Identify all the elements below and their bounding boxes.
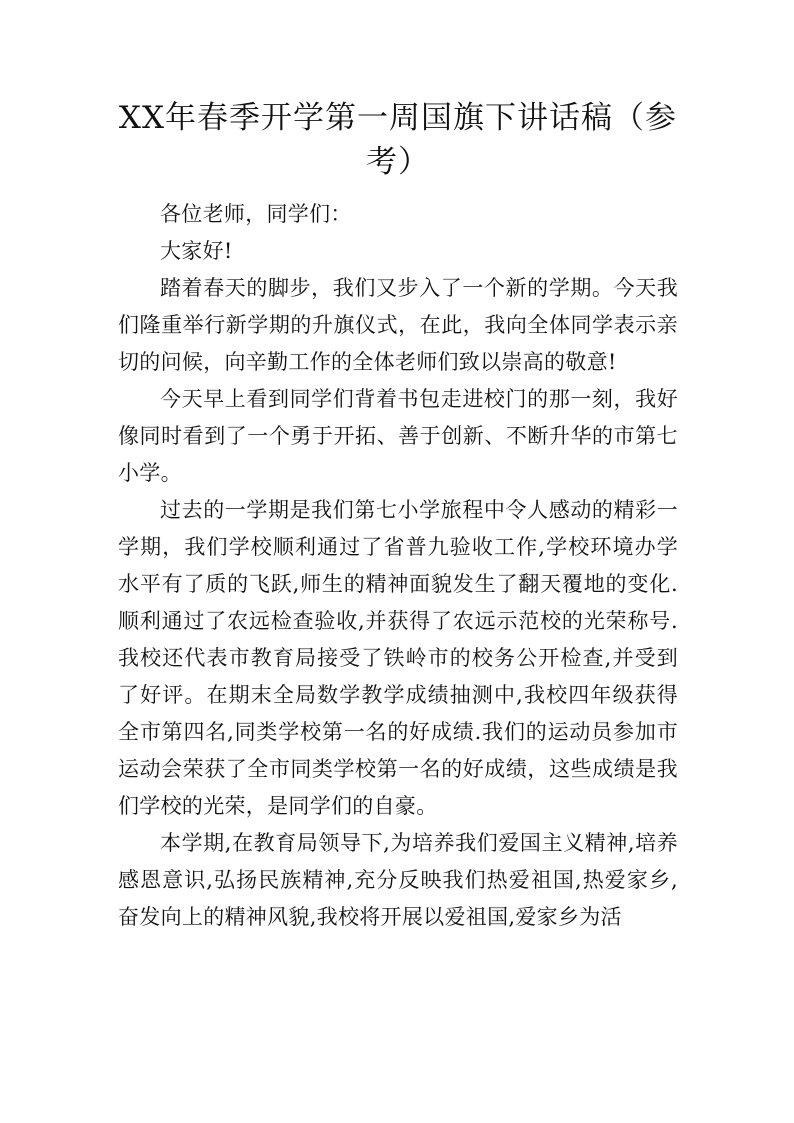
greeting-paragraph: 大家好! bbox=[160, 239, 233, 263]
document-body bbox=[118, 196, 678, 936]
salutation-paragraph: 各位老师，同学们： bbox=[160, 202, 352, 226]
body-paragraph: 过去的一学期是我们第七小学旅程中令人感动的精彩一学期，我们学校顺利通过了省普九验收工作,学校环境办学水平有了质的飞跃,师生的精神面貌发生了翻天覆地的变化.顺利通过了农远检查验收,并获得了农远示范校的光荣称号.我校还代表市教育局接受了铁岭市的校务公开检查,并受到了好评。在期末全局数学教学成绩抽测中,我校四年级获得全市第四名,同类学校第一名的好成绩.我们的运动员参加市运动会荣获了全市同类学校第一名的好成绩，这些成绩是我们学校的光荣，是同学们的自豪。 bbox=[118, 498, 678, 818]
body-paragraph: 今天早上看到同学们背着书包走进校门的那一刻，我好像同时看到了一个勇于开拓、善于创新、不断升华的市第七小学。 bbox=[118, 387, 678, 485]
body-paragraph: 踏着春天的脚步，我们又步入了一个新的学期。今天我们隆重举行新学期的升旗仪式，在此，我向全体同学表示亲切的问候，向辛勤工作的全体老师们致以崇高的敬意! bbox=[118, 276, 678, 374]
document-title: XX年春季开学第一周国旗下讲话稿（参考） bbox=[118, 100, 678, 180]
body-paragraph: 本学期,在教育局领导下,为培养我们爱国主义精神,培养感恩意识,弘扬民族精神,充分反映我们热爱祖国,热爱家乡,奋发向上的精神风貌,我校将开展以爱祖国,爱家乡为活 bbox=[118, 831, 678, 929]
